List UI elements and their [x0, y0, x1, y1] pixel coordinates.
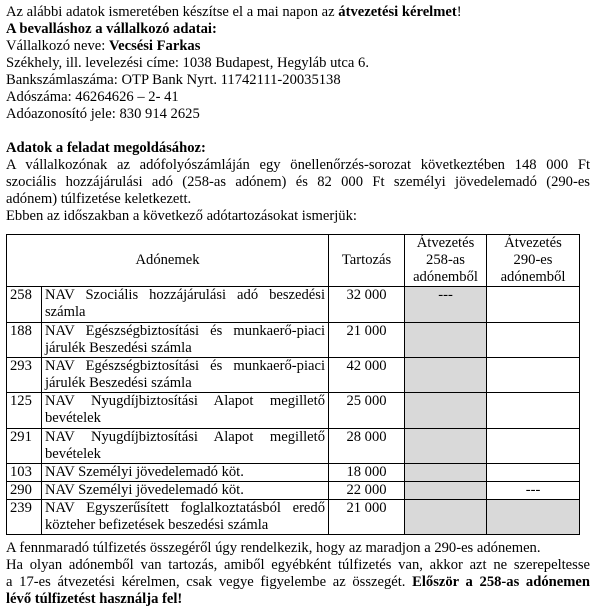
row-transfer-290-cell[interactable]	[487, 500, 580, 535]
row-amount: 42 000	[329, 358, 405, 393]
row-code: 258	[7, 287, 42, 323]
instruction-text: Az alábbi adatok ismeretében készítse el a mai napon az	[6, 4, 339, 20]
bank-line: Bankszámlaszáma: OTP Bank Nyrt. 11742111-20035138	[6, 72, 341, 88]
row-amount: 21 000	[329, 500, 405, 535]
header-transfer-258: Átvezetés 258-as adónemből	[405, 235, 487, 287]
table-header-row	[7, 235, 580, 287]
task-heading: Adatok a feladat megoldásához:	[6, 140, 206, 156]
row-name: NAV Egészségbiztosítási és munkaerő-piaci járulék Beszedési számla	[42, 323, 329, 358]
row-transfer-290-cell[interactable]	[487, 393, 580, 429]
footer-section	[6, 540, 590, 608]
row-transfer-258-cell[interactable]	[405, 429, 487, 464]
table-row	[7, 393, 580, 429]
row-code: 293	[7, 358, 42, 393]
row-code: 290	[7, 482, 42, 500]
table-row	[7, 429, 580, 464]
table-row	[7, 358, 580, 393]
header-debt: Tartozás	[329, 235, 405, 287]
row-amount: 22 000	[329, 482, 405, 500]
row-transfer-258-cell[interactable]	[405, 358, 487, 393]
tax-id-line: Adóazonosító jele: 830 914 2625	[6, 106, 200, 122]
row-name: NAV Nyugdíjbiztosítási Alapot megillető bevételek	[42, 393, 329, 429]
row-amount: 25 000	[329, 393, 405, 429]
instruction-line	[6, 4, 590, 21]
row-amount: 28 000	[329, 429, 405, 464]
row-name: NAV Egészségbiztosítási és munkaerő-piaci járulék Beszedési számla	[42, 358, 329, 393]
row-transfer-290-cell[interactable]	[487, 464, 580, 482]
row-code: 291	[7, 429, 42, 464]
footer-line4-bold: lévő túlfizetést használja fel!	[6, 591, 183, 607]
entrepreneur-heading: A bevalláshoz a vállalkozó adatai:	[6, 21, 217, 37]
name-label: Vállalkozó neve:	[6, 38, 109, 54]
tax-debt-table	[6, 234, 580, 535]
row-name: NAV Szociális hozzájárulási adó beszedési számla	[42, 287, 329, 323]
header-transfer-290: Átvezetés 290-es adónemből	[487, 235, 580, 287]
row-code: 125	[7, 393, 42, 429]
footer-line1: A fennmaradó túlfizetés összegéről úgy rendelkezik, hogy az maradjon a 290-es adónemen.	[6, 540, 541, 556]
row-transfer-258-cell[interactable]	[405, 323, 487, 358]
table-row	[7, 500, 580, 535]
table-row	[7, 287, 580, 323]
row-name: NAV Egyszerűsített foglalkoztatásból eredő közteher befizetések beszedési számla	[42, 500, 329, 535]
intro-section	[6, 4, 590, 225]
table-row	[7, 464, 580, 482]
footer-line3-text: a 17-es átvezetési kérelmen, csak vegye figyelembe az összegét.	[6, 574, 413, 590]
row-code: 239	[7, 500, 42, 535]
row-transfer-258-cell[interactable]	[405, 393, 487, 429]
row-transfer-290-cell[interactable]	[487, 287, 580, 323]
table-row	[7, 482, 580, 500]
row-amount: 18 000	[329, 464, 405, 482]
row-transfer-258-cell[interactable]	[405, 464, 487, 482]
row-transfer-258-cell[interactable]: ---	[405, 287, 487, 323]
task-paragraph-line2: szociális hozzájárulási adó (258-as adónem) és 82 000 Ft személyi jövedelemadó (290-es	[6, 174, 590, 190]
row-code: 188	[7, 323, 42, 358]
row-name: NAV Nyugdíjbiztosítási Alapot megillető bevételek	[42, 429, 329, 464]
footer-line3	[6, 574, 590, 591]
debts-intro-line: Ebben az időszakban a következő adótartozásokat ismerjük:	[6, 208, 357, 224]
footer-line3-bold: Először a 258-as adónemen	[412, 574, 590, 590]
row-name: NAV Személyi jövedelemadó köt.	[42, 482, 329, 500]
row-transfer-290-cell[interactable]: ---	[487, 482, 580, 500]
row-transfer-290-cell[interactable]	[487, 323, 580, 358]
row-transfer-258-cell[interactable]	[405, 482, 487, 500]
tax-number-line: Adószáma: 46264626 – 2- 41	[6, 89, 179, 105]
header-tax-types: Adónemek	[7, 235, 329, 287]
row-amount: 32 000	[329, 287, 405, 323]
row-code: 103	[7, 464, 42, 482]
row-transfer-258-cell[interactable]	[405, 500, 487, 535]
row-amount: 21 000	[329, 323, 405, 358]
instruction-bold: átvezetési kérelmet	[338, 4, 457, 20]
entrepreneur-name-line	[6, 38, 590, 55]
footer-line2: Ha olyan adónemből van tartozás, amiből egyébként túlfizetés van, akkor azt ne szerepeltesse	[6, 557, 590, 573]
row-transfer-290-cell[interactable]	[487, 358, 580, 393]
name-value: Vecsési Farkas	[108, 38, 201, 54]
seat-line: Székhely, ill. levelezési címe: 1038 Budapest, Hegyláb utca 6.	[6, 55, 369, 71]
task-paragraph-line1: A vállalkozónak az adófolyószámláján egy önellenőrzés-sorozat következtében 148 000 Ft	[6, 157, 590, 173]
row-transfer-290-cell[interactable]	[487, 429, 580, 464]
task-paragraph-line3: adónem) túlfizetése keletkezett.	[6, 191, 192, 207]
row-name: NAV Személyi jövedelemadó köt.	[42, 464, 329, 482]
table-row	[7, 323, 580, 358]
instruction-end: !	[456, 4, 462, 20]
